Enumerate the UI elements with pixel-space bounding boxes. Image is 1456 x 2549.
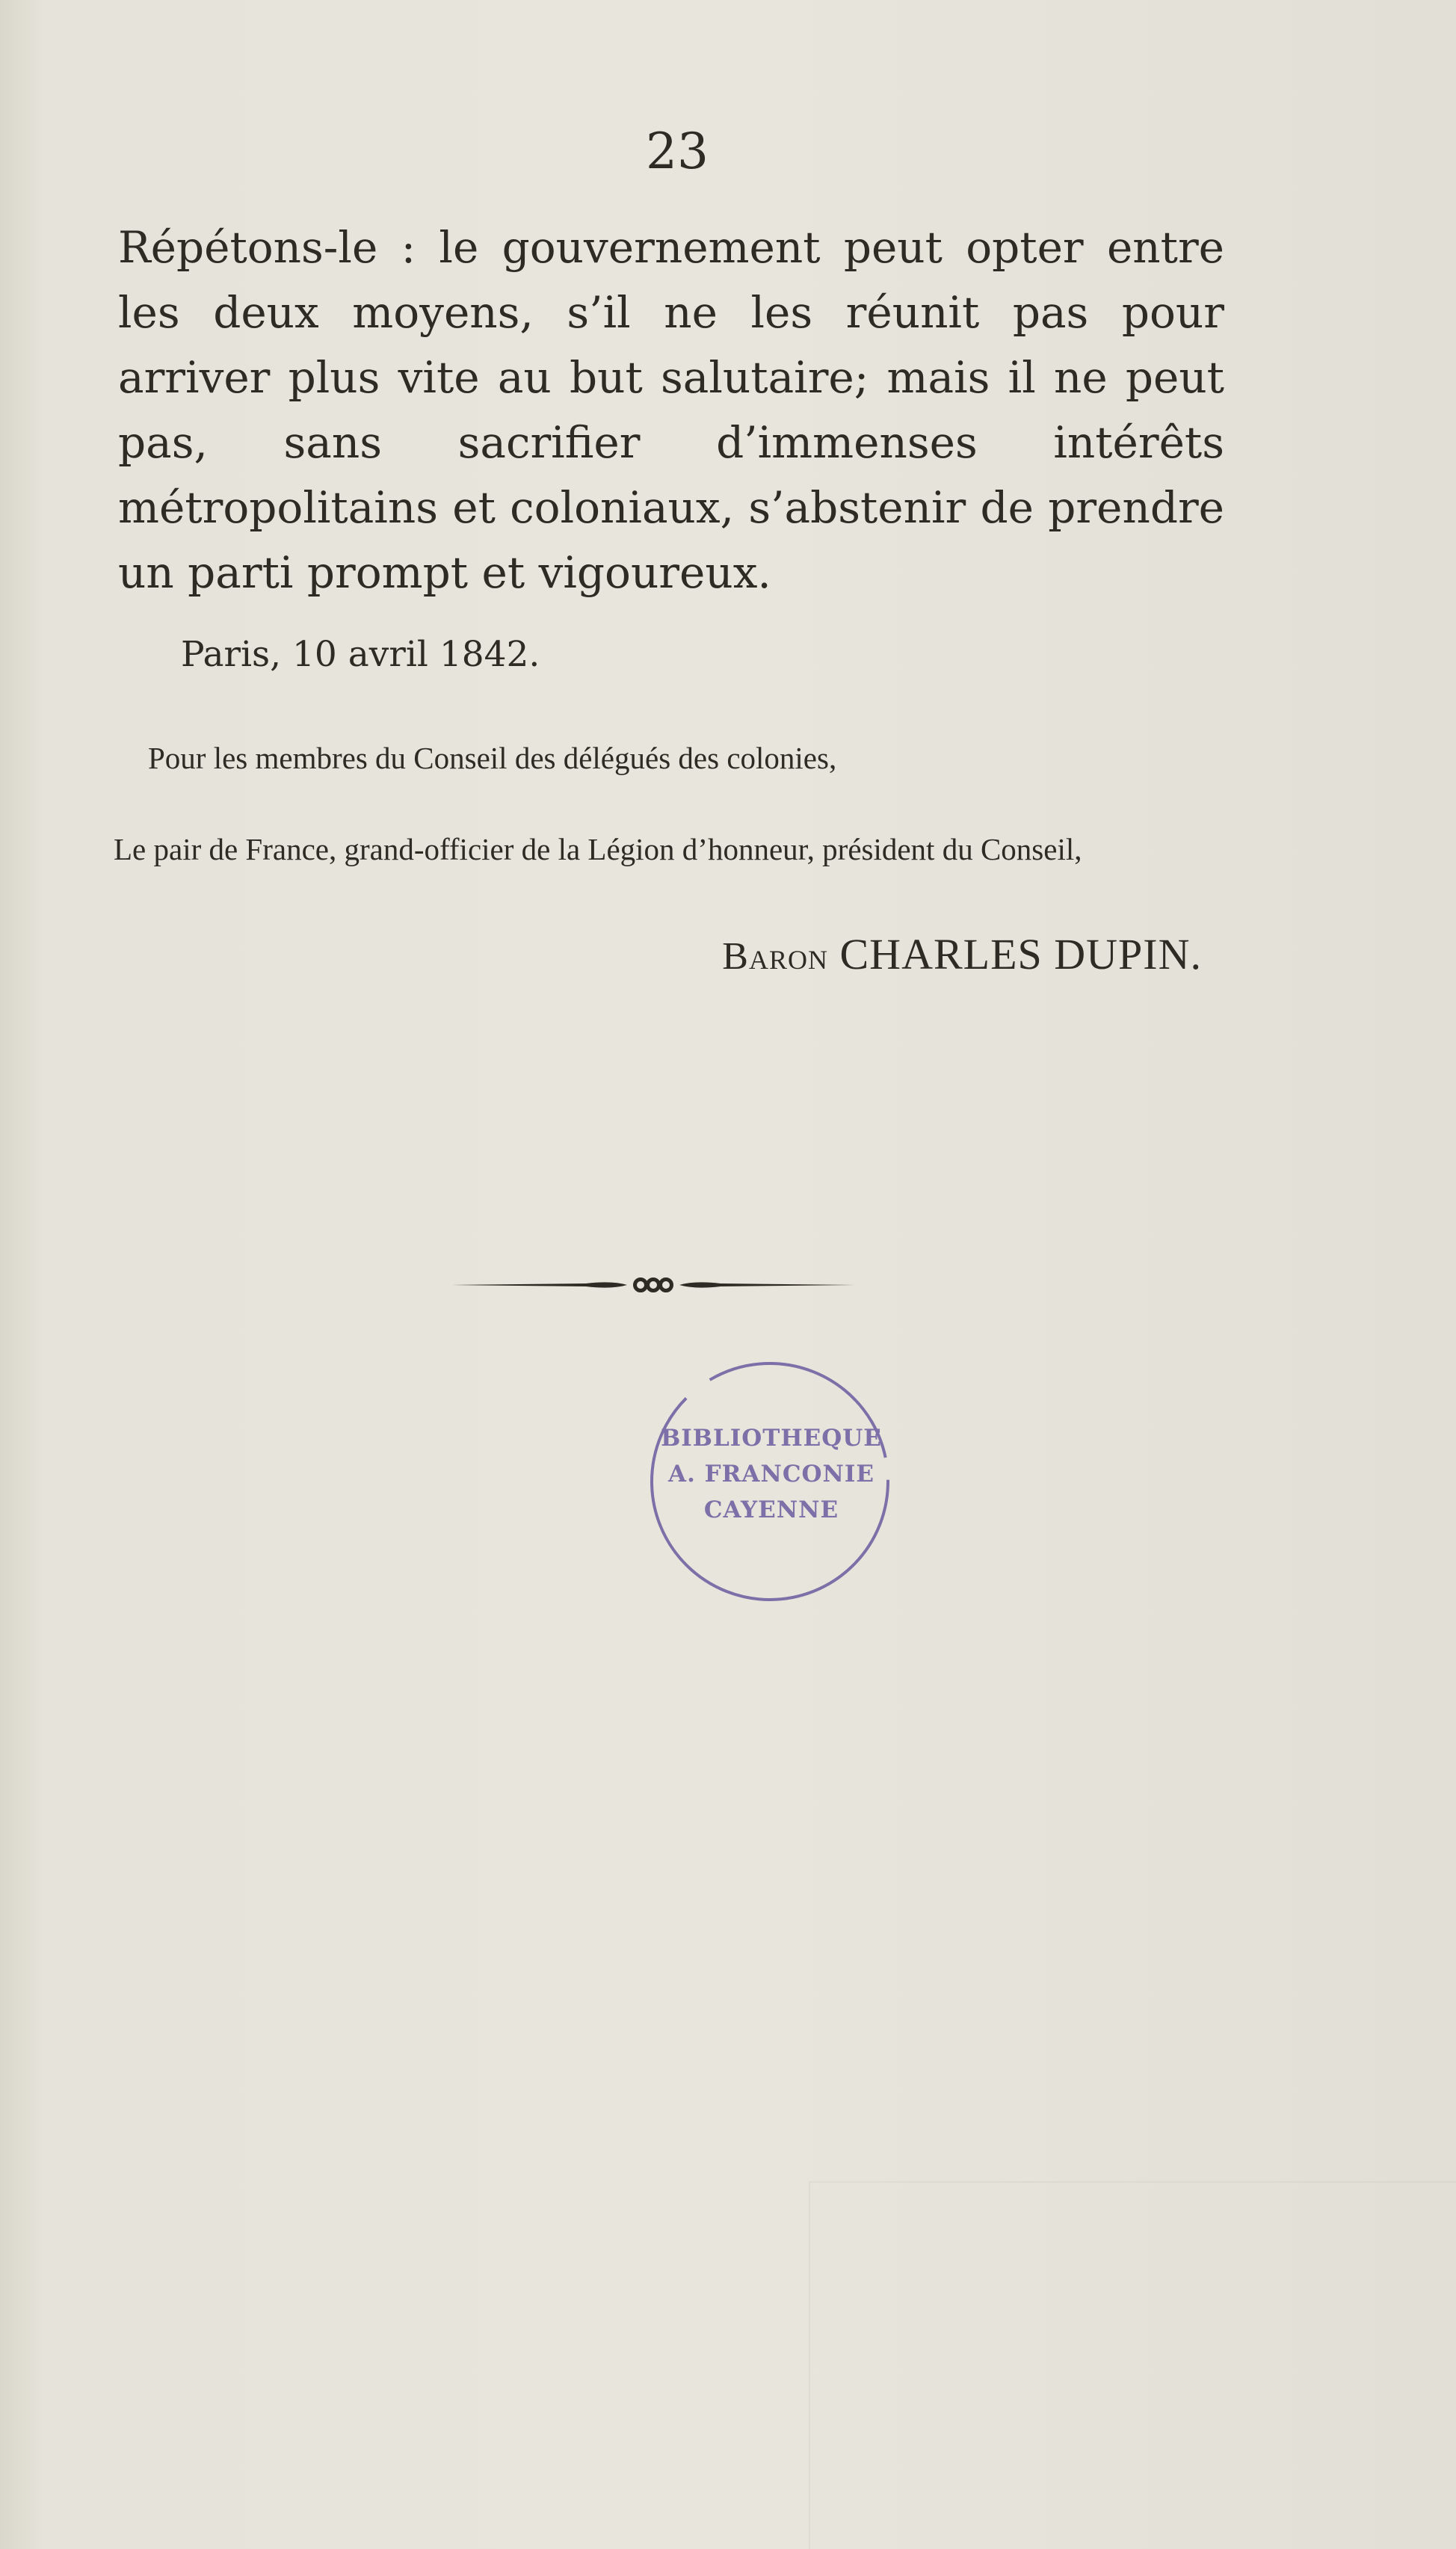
- signatory-for: Pour les membres du Conseil des délégués des colonies,: [148, 741, 837, 775]
- stamp-line-1: BIBLIOTHEQUE: [661, 1425, 882, 1452]
- show-through-mark: [809, 2181, 1456, 2549]
- ornament-divider: [451, 1268, 855, 1302]
- stamp-line-3: CAYENNE: [703, 1497, 839, 1523]
- body-paragraph: Répétons-le : le gouvernement peut opter entre les deux moyens, s’il ne les réunit pas pour arriver plus vite au but salutaire; mais il ne peut pas, sans sacrifier d’immenses intérêts métropolitains et coloniaux, s’abstenir de prendre un parti prompt et vigoureux.: [118, 222, 1224, 598]
- dateline: Paris, 10 avril 1842.: [181, 634, 540, 675]
- library-stamp: [644, 1350, 898, 1609]
- stamp-line-2: A. FRANCONIE: [668, 1461, 874, 1488]
- signatory-title: Le pair de France, grand-officier de la Légion d’honneur, président du Conseil,: [114, 832, 1082, 866]
- page-number: 23: [646, 123, 709, 180]
- signature: [722, 930, 1202, 978]
- signature-name: CHARLES DUPIN.: [839, 930, 1202, 978]
- signature-title: Baron: [722, 935, 828, 978]
